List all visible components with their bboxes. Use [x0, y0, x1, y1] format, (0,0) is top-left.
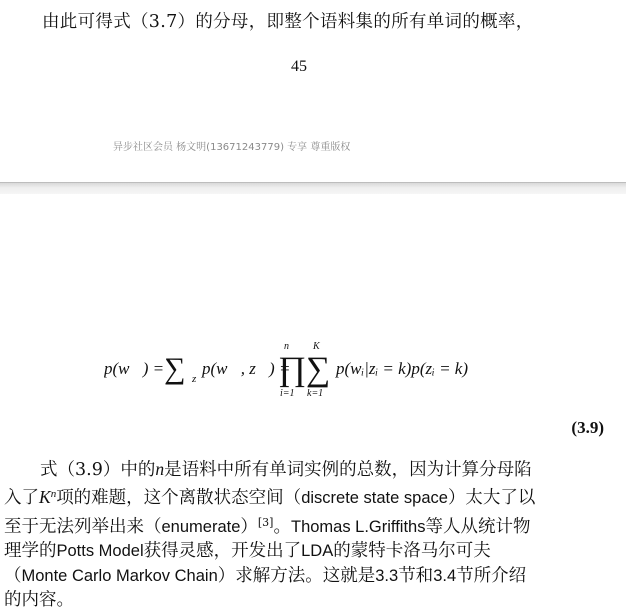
paragraph-line [4, 511, 614, 539]
text-run: 的蒙特卡洛马尔可夫 [333, 541, 491, 562]
text-run: 入了 [4, 488, 39, 509]
text-run: 是语料中所有单词实例的总数，因为计算分母陷 [164, 460, 532, 480]
section-number: 3.4 [433, 566, 457, 585]
equation-term-product: p(wᵢ|zᵢ = k)p(zᵢ = k) [336, 359, 468, 378]
equation-3-9 [104, 334, 524, 400]
text-run: ）太大了以 [447, 488, 536, 509]
text-run: 理学的 [4, 541, 57, 562]
term-english: LDA [301, 542, 334, 561]
text-run: 获得灵感，开发出了 [143, 541, 302, 562]
product-symbol: ∏ [278, 351, 306, 388]
copyright-watermark: 异步社区会员 杨文明(13671243779) 专享 尊重版权 [113, 142, 351, 153]
paragraph-line [4, 482, 614, 510]
sum-symbol-k: ∑ [306, 351, 331, 388]
text-run: 至于无法列举出来（ [4, 516, 162, 537]
sum-upper-limit: K [313, 341, 320, 352]
text-run: 节和 [398, 565, 434, 586]
citation-reference[interactable]: [3] [257, 515, 274, 529]
paragraph-line [4, 457, 614, 482]
page-number: 45 [291, 58, 307, 75]
product-lower-limit: i=1 [280, 388, 295, 399]
text-run: 。 [273, 516, 291, 537]
paragraph-line: 的内容。 [4, 590, 74, 611]
author-name: Thomas L.Griffiths [290, 517, 426, 536]
math-variable: n [155, 459, 165, 479]
term-english: Potts Model [56, 542, 144, 561]
equation-number: (3.9) [571, 418, 604, 437]
text-run: 式（3.9）中的 [40, 460, 156, 480]
text-run: ）求解方法。这就是 [217, 565, 376, 586]
term-english: enumerate [161, 517, 241, 536]
term-english: discrete state space [301, 489, 448, 508]
equation-lhs: p(w⃗) = [104, 359, 165, 378]
body-text-line: 由此可得式（3.7）的分母，即整个语料集的所有单词的概率， [42, 12, 534, 32]
sum-symbol: ∑ [164, 352, 186, 385]
equation-term-joint: p(w⃗, z⃗) = [202, 359, 291, 378]
paragraph-line [4, 564, 614, 588]
text-run: （ [4, 565, 22, 586]
product-upper-limit: n [284, 341, 289, 352]
text-run: 节所介绍 [456, 565, 527, 586]
page-45 [0, 0, 626, 182]
text-run: ） [240, 516, 258, 537]
body-paragraph [4, 457, 614, 612]
text-run: 项的难题，这个离散状态空间（ [56, 488, 302, 509]
text-run: 等人从统计物 [425, 516, 531, 537]
section-number: 3.3 [375, 566, 399, 585]
sum-subscript: z [192, 373, 197, 385]
math-superscript: n [50, 488, 57, 501]
paragraph-line [4, 539, 614, 563]
sum-lower-limit: k=1 [307, 388, 324, 399]
math-variable: K [39, 487, 51, 508]
term-english: Monte Carlo Markov Chain [21, 566, 218, 585]
